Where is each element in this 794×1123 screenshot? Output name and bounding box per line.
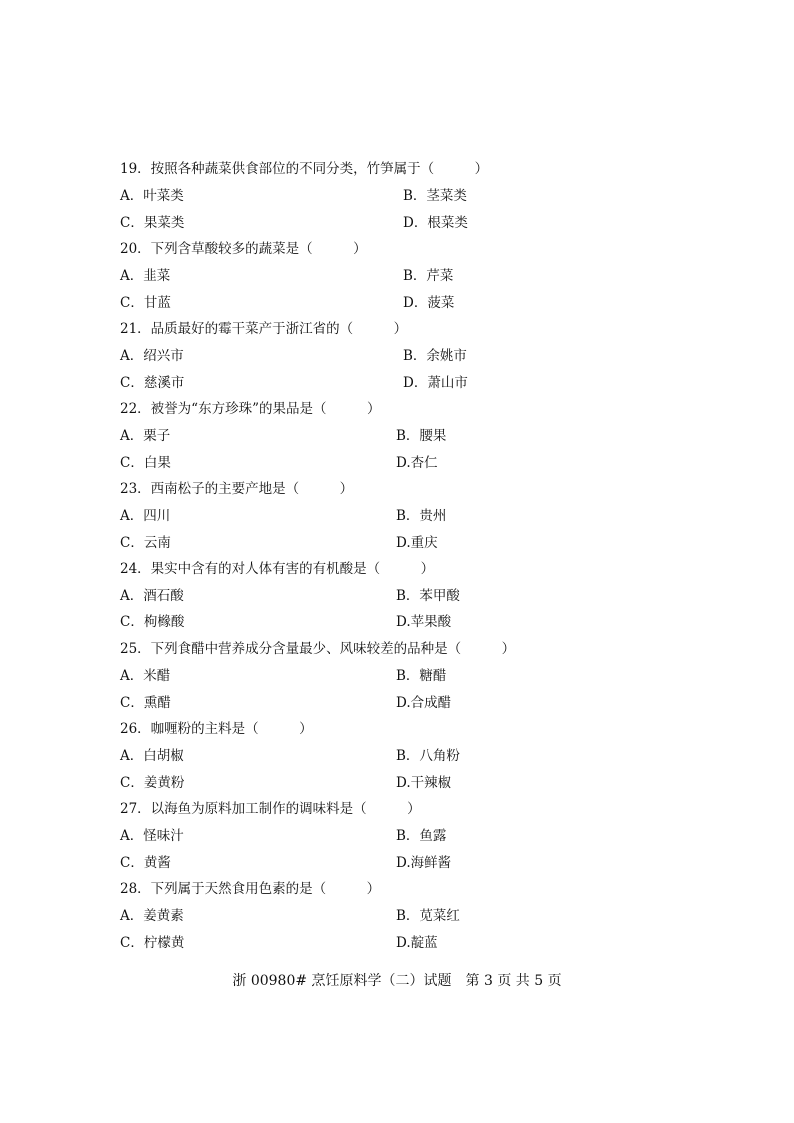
option-27d: D.海鲜酱: [396, 855, 452, 871]
option-20c: C．甘蓝: [120, 295, 171, 311]
option-28c: C．柠檬黄: [120, 935, 185, 951]
option-26b: B．八角粉: [396, 748, 460, 764]
option-28d: D.靛蓝: [396, 935, 438, 951]
option-25a: A．米醋: [120, 668, 171, 684]
option-21a: A．绍兴市: [120, 348, 184, 364]
option-24c: C．枸橼酸: [120, 614, 185, 630]
option-22b: B．腰果: [396, 428, 447, 444]
option-19c: C．果菜类: [120, 215, 185, 231]
option-19a: A．叶菜类: [120, 188, 184, 204]
option-26c: C．姜黄粉: [120, 775, 185, 791]
option-28a: A．姜黄素: [120, 908, 184, 924]
option-25c: C．熏醋: [120, 695, 171, 711]
option-28b: B．苋菜红: [396, 908, 460, 924]
option-27c: C．黄酱: [120, 855, 171, 871]
option-21c: C．慈溪市: [120, 375, 185, 391]
option-23b: B．贵州: [396, 508, 447, 524]
option-23d: D.重庆: [396, 535, 438, 551]
option-21d: D．萧山市: [403, 375, 468, 391]
option-19d: D．根菜类: [403, 215, 468, 231]
option-24a: A．酒石酸: [120, 588, 184, 604]
option-22a: A．栗子: [120, 428, 171, 444]
option-21b: B．余姚市: [403, 348, 467, 364]
question-19: 19．按照各种蔬菜供食部位的不同分类，竹笋属于（ ）: [120, 161, 489, 177]
option-26a: A．白胡椒: [120, 748, 184, 764]
option-19b: B．茎菜类: [403, 188, 467, 204]
option-22d: D.杏仁: [396, 455, 438, 471]
option-27b: B．鱼露: [396, 828, 447, 844]
option-23c: C．云南: [120, 535, 171, 551]
option-25b: B．糖醋: [396, 668, 447, 684]
question-26: 26．咖喱粉的主料是（ ）: [120, 721, 313, 737]
option-27a: A．怪味汁: [120, 828, 184, 844]
page-footer: 浙 00980# 烹饪原料学（二）试题 第 3 页 共 5 页: [232, 973, 562, 989]
option-20b: B．芹菜: [403, 268, 454, 284]
question-20: 20．下列含草酸较多的蔬菜是（ ）: [120, 241, 367, 257]
option-24d: D.苹果酸: [396, 614, 452, 630]
question-28: 28．下列属于天然食用色素的是（ ）: [120, 881, 381, 897]
question-22: 22．被誉为“东方珍珠”的果品是（ ）: [120, 401, 381, 417]
question-23: 23．西南松子的主要产地是（ ）: [120, 481, 354, 497]
question-27: 27．以海鱼为原料加工制作的调味料是（ ）: [120, 801, 421, 817]
question-24: 24．果实中含有的对人体有害的有机酸是（ ）: [120, 561, 435, 577]
question-25: 25．下列食醋中营养成分含量最少、风味较差的品种是（ ）: [120, 641, 516, 657]
question-21: 21．品质最好的霉干菜产于浙江省的（ ）: [120, 321, 408, 337]
option-24b: B．苯甲酸: [396, 588, 460, 604]
option-26d: D.干辣椒: [396, 775, 452, 791]
option-25d: D.合成醋: [396, 695, 452, 711]
option-23a: A．四川: [120, 508, 171, 524]
option-20d: D．菠菜: [403, 295, 455, 311]
option-22c: C．白果: [120, 455, 171, 471]
option-20a: A．韭菜: [120, 268, 171, 284]
